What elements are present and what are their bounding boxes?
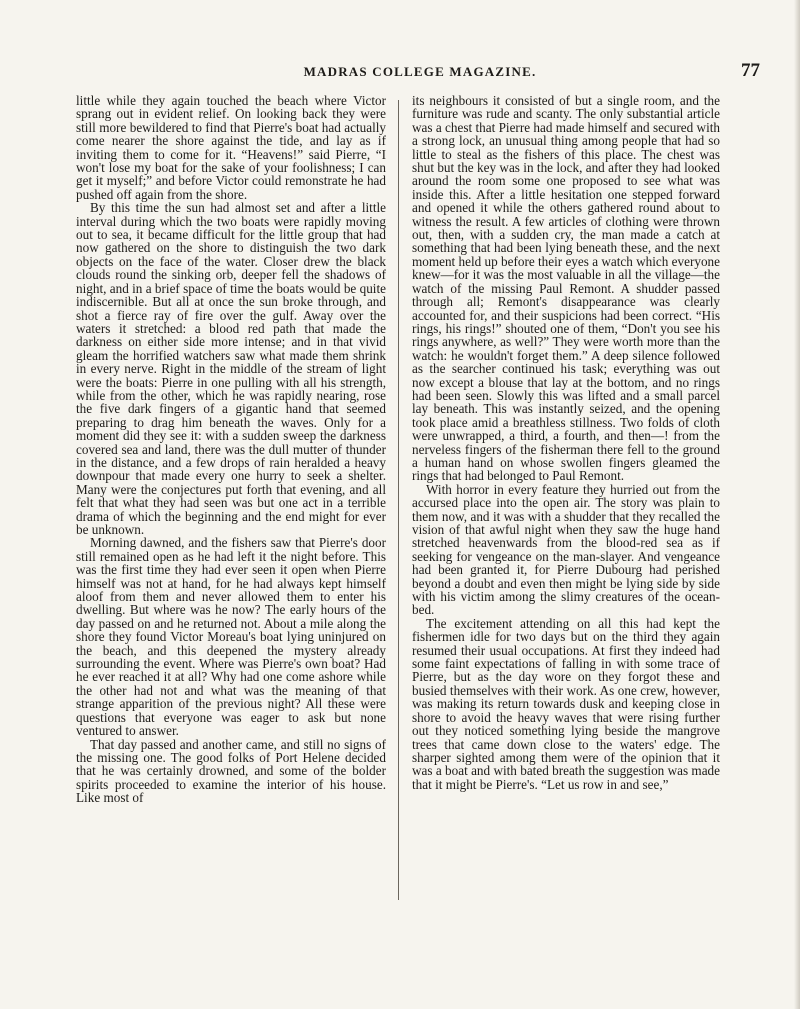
column-divider bbox=[398, 100, 399, 900]
paragraph: its neighbours it consisted of but a single room, and the furniture was rude and scanty. The only substantial article was a chest that Pierre had made himself and secured with a strong lock, an unusual thing among people that had so little to steal as the fishers of this place. The chest was shut but the key was in the lock, and after they had looked around the room some one proposed to see what was inside this. After a little hesitation one stepped forward and opened it while the others gathered round about to witness the result. A few articles of clothing were thrown out, then, with a sudden cry, the man made a catch at something that had been lying beneath these, and the next moment held up before their eyes a watch which everyone knew—for it was the most valuable in all the village—the watch of the missing Paul Remont. A shudder passed through all; Remont's disappearance was clearly accounted for, and their suspicions had been correct. “His rings, his rings!” shouted one of them, “Don't you see his rings anywhere, as well?” They were worth more than the watch: he wouldn't forget them.” A deep silence followed as the searcher continued his task; everything was out now except a blouse that lay at the bottom, and no rings had been seen. Slowly this was lifted and a small parcel lay beneath. This was instantly seized, and the opening took place amid a breathless stillness. Two folds of cloth were unwrapped, a third, a fourth, and then—! from the nerveless fingers of the fisherman there fell to the ground a human hand on whose swollen fingers gleamed the rings that had belonged to Paul Remont. bbox=[412, 94, 720, 484]
page-number: 77 bbox=[741, 60, 760, 81]
magazine-title: MADRAS COLLEGE MAGAZINE. bbox=[303, 64, 537, 79]
page-edge-shadow bbox=[794, 0, 800, 1009]
paragraph: The excitement attending on all this had kept the fishermen idle for two days but on the third they again resumed their usual occupations. At first they indeed had some faint expectations of falling in with some trace of Pierre, but as the day wore on they forgot these and busied themselves with their work. As one crew, however, was making its return towards dusk and keeping close in shore to avoid the heavy waves that were rising further out they noticed something lying beside the mangrove trees that came down close to the waters' edge. The sharper sighted among them were of the opinion that it was a boat and with bated breath the suggestion was made that it might be Pierre's. “Let us row in and see,” bbox=[412, 615, 720, 792]
paragraph: With horror in every feature they hurried out from the accursed place into the open air. The story was plain to them now, and it was with a shudder that they recalled the vision of that awful night when they saw the huge hand stretched heavenwards from the blood-red sea as if seeking for vengeance on the man-slayer. And vengeance had been granted it, for Pierre Dubourg had perished beyond a doubt and even then might be lying side by side with his victim among the slimy creatures of the ocean-bed. bbox=[412, 481, 720, 618]
paragraph: little while they again touched the beach where Victor sprang out in evident relief. On looking back they were still more bewildered to find that Pierre's boat had actually come nearer the shore against the tide, and lay as if inviting them to come for it. “Heavens!” said Pierre, “I won't lose my boat for the sake of your foolishness; I can get it myself;” and before Victor could remonstrate he had pushed off again from the shore. bbox=[76, 94, 386, 202]
paragraph: Morning dawned, and the fishers saw that Pierre's door still remained open as he had left it the night before. This was the first time they had ever seen it open when Pierre himself was not at hand, for he had always kept himself aloof from them and never allowed them to enter his dwelling. But where was he now? The early hours of the day passed on and he returned not. About a mile along the shore they found Victor Moreau's boat lying uninjured on the beach, and this deepened the mystery already surrounding the event. Where was Pierre's own boat? Had he ever reached it at all? Why had one come ashore while the other had not and what was the meaning of that strange apparition of the previous night? All these were questions that everyone was eager to ask but none ventured to answer. bbox=[76, 535, 386, 739]
left-column bbox=[76, 94, 386, 924]
paragraph: By this time the sun had almost set and after a little interval during which the two boats were rapidly moving out to sea, it became difficult for the little group that had now gathered on the shore to distinguish the two dark objects on the face of the water. Closer drew the black clouds round the sinking orb, deeper fell the shadows of night, and in a brief space of time the boats would be quite indiscernible. But all at once the sun broke through, and shot a fierce ray of fire over the gulf. Away over the waters it stretched: a blood red path that made the darkness on either side more intense; and in that vivid gleam the horrified watchers saw what made them shrink in every nerve. Right in the middle of the stream of light were the boats: Pierre in one pulling with all his strength, while from the other, which he was rapidly nearing, rose the five dark fingers of a gigantic hand that seemed preparing to drag him beneath the waves. Only for a moment did they see it: with a sudden sweep the darkness covered sea and land, there was the dull mutter of thunder in the distance, and a few drops of rain heralded a heavy downpour that made every one hurry to seek a shelter. Many were the conjectures put forth that evening, and all felt that what they had seen was but one act in a terrible drama of which the beginning and the end might for ever be unknown. bbox=[76, 200, 386, 537]
paragraph: That day passed and another came, and still no signs of the missing one. The good folks of Port Helene decided that he was certainly drowned, and some of the bolder spirits proceeded to examine the interior of his house. Like most of bbox=[76, 736, 386, 806]
right-column bbox=[412, 94, 720, 924]
running-header bbox=[0, 60, 800, 84]
